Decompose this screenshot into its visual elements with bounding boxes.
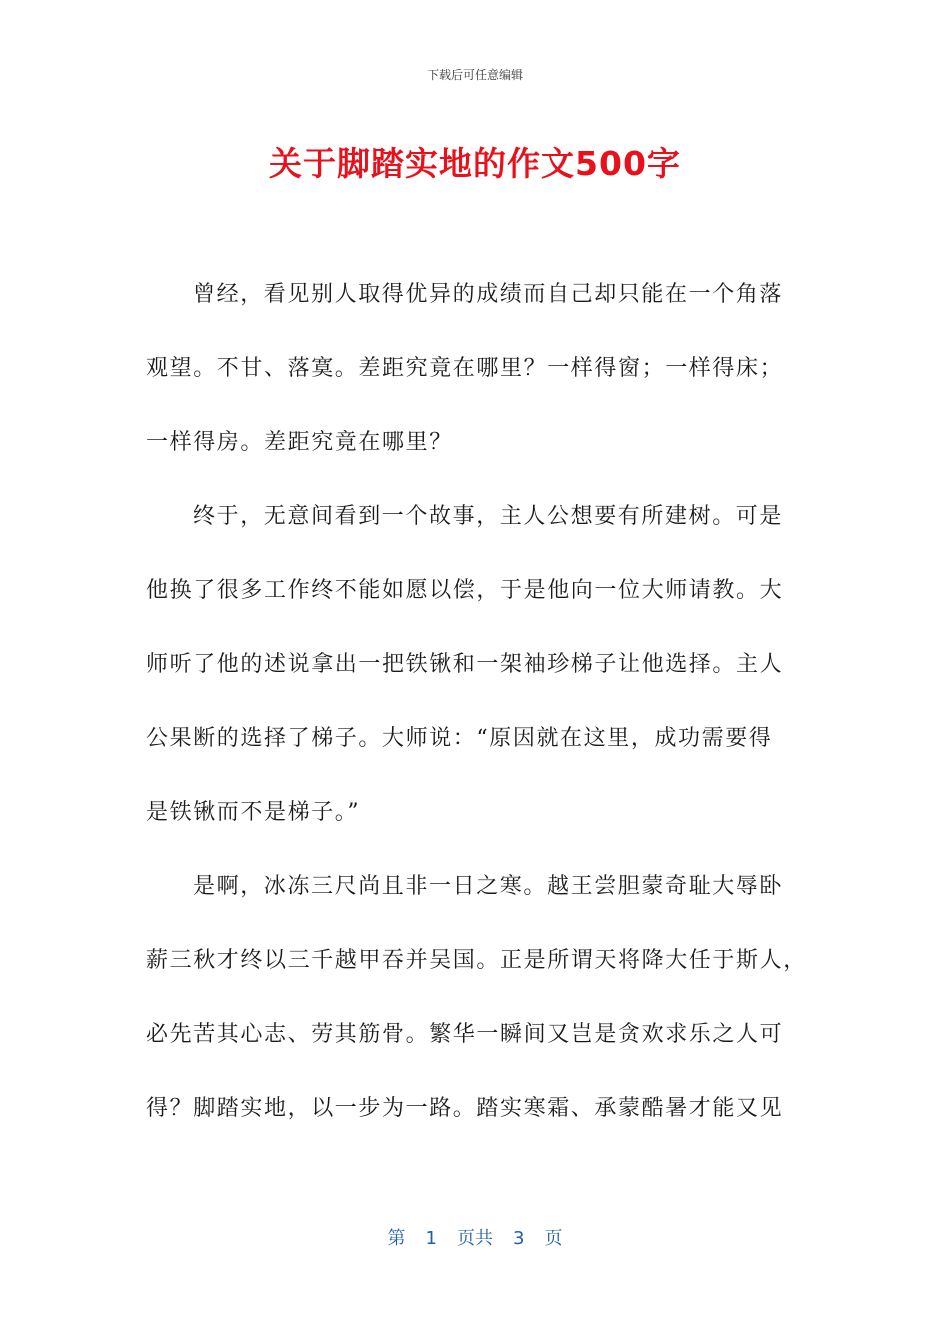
paragraph-1 [146,258,798,480]
header-note: 下载后可任意编辑 [426,68,523,82]
page-number-current: 1 [425,1228,437,1249]
page-label-suffix: 页 [544,1228,563,1249]
paragraph-line: 薪三秋才终以三千越甲吞并吴国。正是所谓天将降大任于斯人， [146,948,807,973]
page-label-mid: 页共 [457,1228,493,1249]
paragraph-line: 是啊，冰冻三尺尚且非一日之寒。越王尝胆蒙奇耻大辱卧 [193,874,784,899]
paragraph-line: 一样得房。差距究竟在哪里？ [146,430,453,455]
document-title: 关于脚踏实地的作文500字 [269,144,681,183]
paragraph-line: 是铁锹而不是梯子。” [146,800,361,825]
paragraph-line: 观望。不甘、落寞。差距究竟在哪里？一样得窗；一样得床； [146,356,784,381]
document-body [146,258,807,1146]
paragraph-line: 必先苦其心志、劳其筋骨。繁华一瞬间又岂是贪欢求乐之人可 [146,1022,784,1047]
paragraph-line: 曾经，看见别人取得优异的成绩而自己却只能在一个角落 [193,282,784,307]
paragraph-line: 得？脚踏实地，以一步为一路。踏实寒霜、承蒙酷暑才能又见 [146,1096,784,1121]
paragraph-line: 终于，无意间看到一个故事，主人公想要有所建树。可是 [193,504,784,529]
paragraph-line: 他换了很多工作终不能如愿以偿，于是他向一位大师请教。大 [146,578,784,603]
page-label-prefix: 第 [387,1228,406,1249]
paragraph-2 [146,480,798,850]
page-footer [0,1224,950,1250]
paragraph-line: 师听了他的述说拿出一把铁锹和一架袖珍梯子让他选择。主人 [146,652,784,677]
page-number-total: 3 [513,1228,525,1249]
paragraph-3 [146,850,807,1146]
paragraph-line: 公果断的选择了梯子。大师说：“原因就在这里，成功需要得 [146,726,773,751]
